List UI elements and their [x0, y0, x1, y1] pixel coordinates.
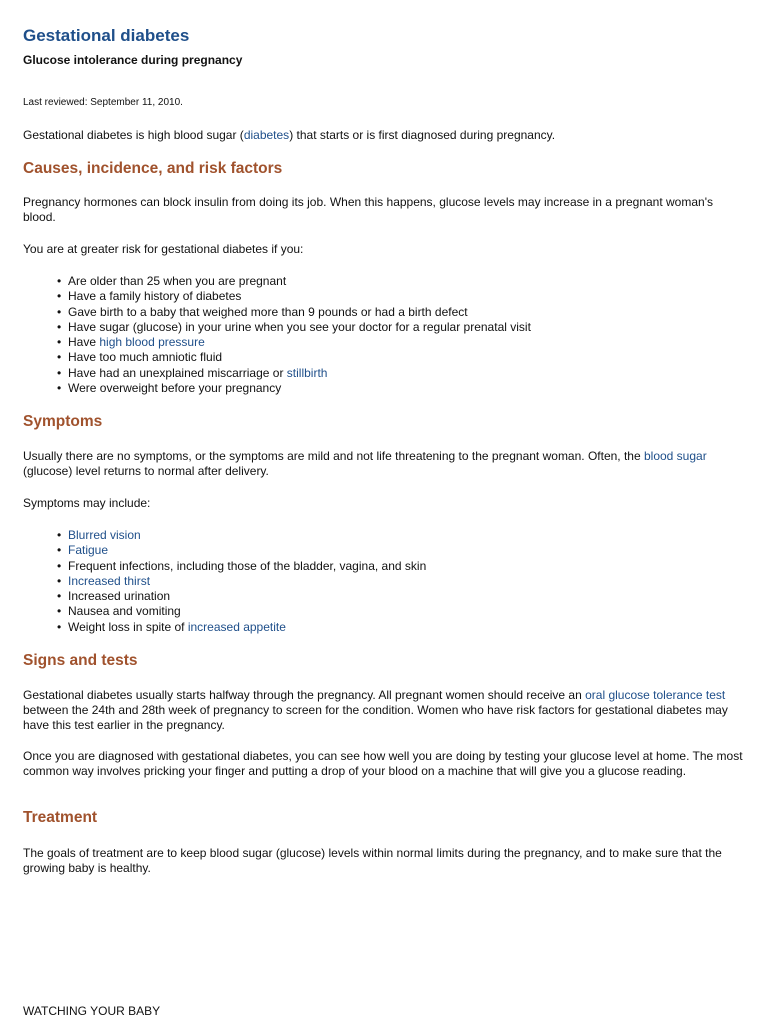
bullet-icon: •	[57, 304, 62, 319]
bullet-icon: •	[57, 350, 62, 365]
signs-heading: Signs and tests	[23, 652, 138, 669]
last-reviewed: Last reviewed: September 11, 2010.	[23, 97, 183, 108]
list-item: • Weight loss in spite of increased appetite	[57, 619, 286, 634]
bullet-icon: •	[57, 365, 62, 380]
list-item: • Nausea and vomiting	[57, 604, 181, 619]
list-item: • Are older than 25 when you are pregnant	[57, 274, 287, 288]
list-item-link[interactable]: increased appetite	[187, 619, 286, 634]
list-item: • Have had an unexplained miscarriage or stillbirth	[57, 365, 328, 380]
list-item-link[interactable]: stillbirth	[286, 365, 328, 380]
risk-factors-list	[23, 274, 531, 396]
list-item: • Were overweight before your pregnancy	[57, 381, 282, 396]
list-item: • Gave birth to a baby that weighed more than 9 pounds or had a birth defect	[57, 304, 468, 319]
blood-sugar-link[interactable]: blood sugar	[643, 449, 707, 463]
list-item	[57, 543, 426, 558]
causes-paragraph-1: Pregnancy hormones can block insulin from doing its job. When this happens, glucose levels may increase in a pregnant woman's blood.	[23, 195, 713, 224]
list-item: • Have high blood pressure	[57, 335, 205, 350]
bullet-icon: •	[57, 604, 62, 619]
diabetes-link[interactable]: diabetes	[243, 128, 290, 142]
list-item: • Have too much amniotic fluid	[57, 350, 223, 365]
bullet-icon: •	[57, 289, 62, 304]
list-item: • Increased urination	[57, 589, 171, 604]
list-item: • Have sugar (glucose) in your urine when you see your doctor for a regular prenatal visit	[57, 319, 531, 334]
bullet-icon: •	[57, 543, 62, 558]
treatment-heading: Treatment	[23, 809, 98, 826]
oral-glucose-tolerance-test-link[interactable]: oral glucose tolerance test	[585, 688, 726, 702]
bullet-icon: •	[57, 274, 62, 288]
signs-paragraph-2: Once you are diagnosed with gestational diabetes, you can see how well you are doing by testing your glucose level at home. The most common way involves pricking your finger and putting a drop of your blood on a machine that will give you a glucose reading.	[23, 749, 743, 778]
symptoms-heading: Symptoms	[23, 413, 103, 430]
bullet-icon: •	[57, 558, 62, 573]
symptoms-list	[23, 528, 426, 635]
list-item	[57, 573, 426, 589]
causes-paragraph-2: You are at greater risk for gestational diabetes if you:	[23, 242, 304, 256]
bullet-icon: •	[57, 619, 62, 634]
bullet-icon: •	[57, 573, 62, 588]
treatment-paragraph: The goals of treatment are to keep blood sugar (glucose) levels within normal limits during the pregnancy, and to make sure that the growing baby is healthy.	[23, 846, 722, 875]
symptoms-paragraph-1: Usually there are no symptoms, or the symptoms are mild and not life threatening to the pregnant woman. Often, the blood sugar (glucose) level returns to normal after delivery.	[23, 449, 707, 478]
list-item-link[interactable]: Blurred vision	[68, 528, 141, 542]
causes-heading: Causes, incidence, and risk factors	[23, 160, 283, 177]
signs-paragraph-1: Gestational diabetes usually starts halfway through the pregnancy. All pregnant women should receive an oral glucose tolerance test between the 24th and 28th week of pregnancy to screen for the condition. Women who have risk factors for gestational diabetes may have this test earlier in the pregnancy.	[23, 688, 728, 732]
section-footer: WATCHING YOUR BABY	[23, 1004, 161, 1018]
intro-paragraph: Gestational diabetes is high blood sugar (diabetes) that starts or is first diagnosed during pregnancy.	[23, 128, 556, 142]
bullet-icon: •	[57, 335, 62, 350]
bullet-icon: •	[57, 589, 62, 604]
bullet-icon: •	[57, 528, 62, 542]
bullet-icon: •	[57, 381, 62, 396]
bullet-icon: •	[57, 319, 62, 334]
symptoms-paragraph-2: Symptoms may include:	[23, 496, 151, 510]
list-item	[57, 528, 426, 543]
page-title: Gestational diabetes	[23, 26, 190, 45]
list-item: • Have a family history of diabetes	[57, 289, 242, 304]
list-item-link[interactable]: high blood pressure	[99, 335, 205, 350]
list-item-link[interactable]: Fatigue	[68, 543, 109, 558]
list-item-link[interactable]: Increased thirst	[68, 573, 151, 588]
list-item: • Frequent infections, including those of the bladder, vagina, and skin	[57, 558, 427, 573]
page-subtitle: Glucose intolerance during pregnancy	[23, 53, 243, 67]
